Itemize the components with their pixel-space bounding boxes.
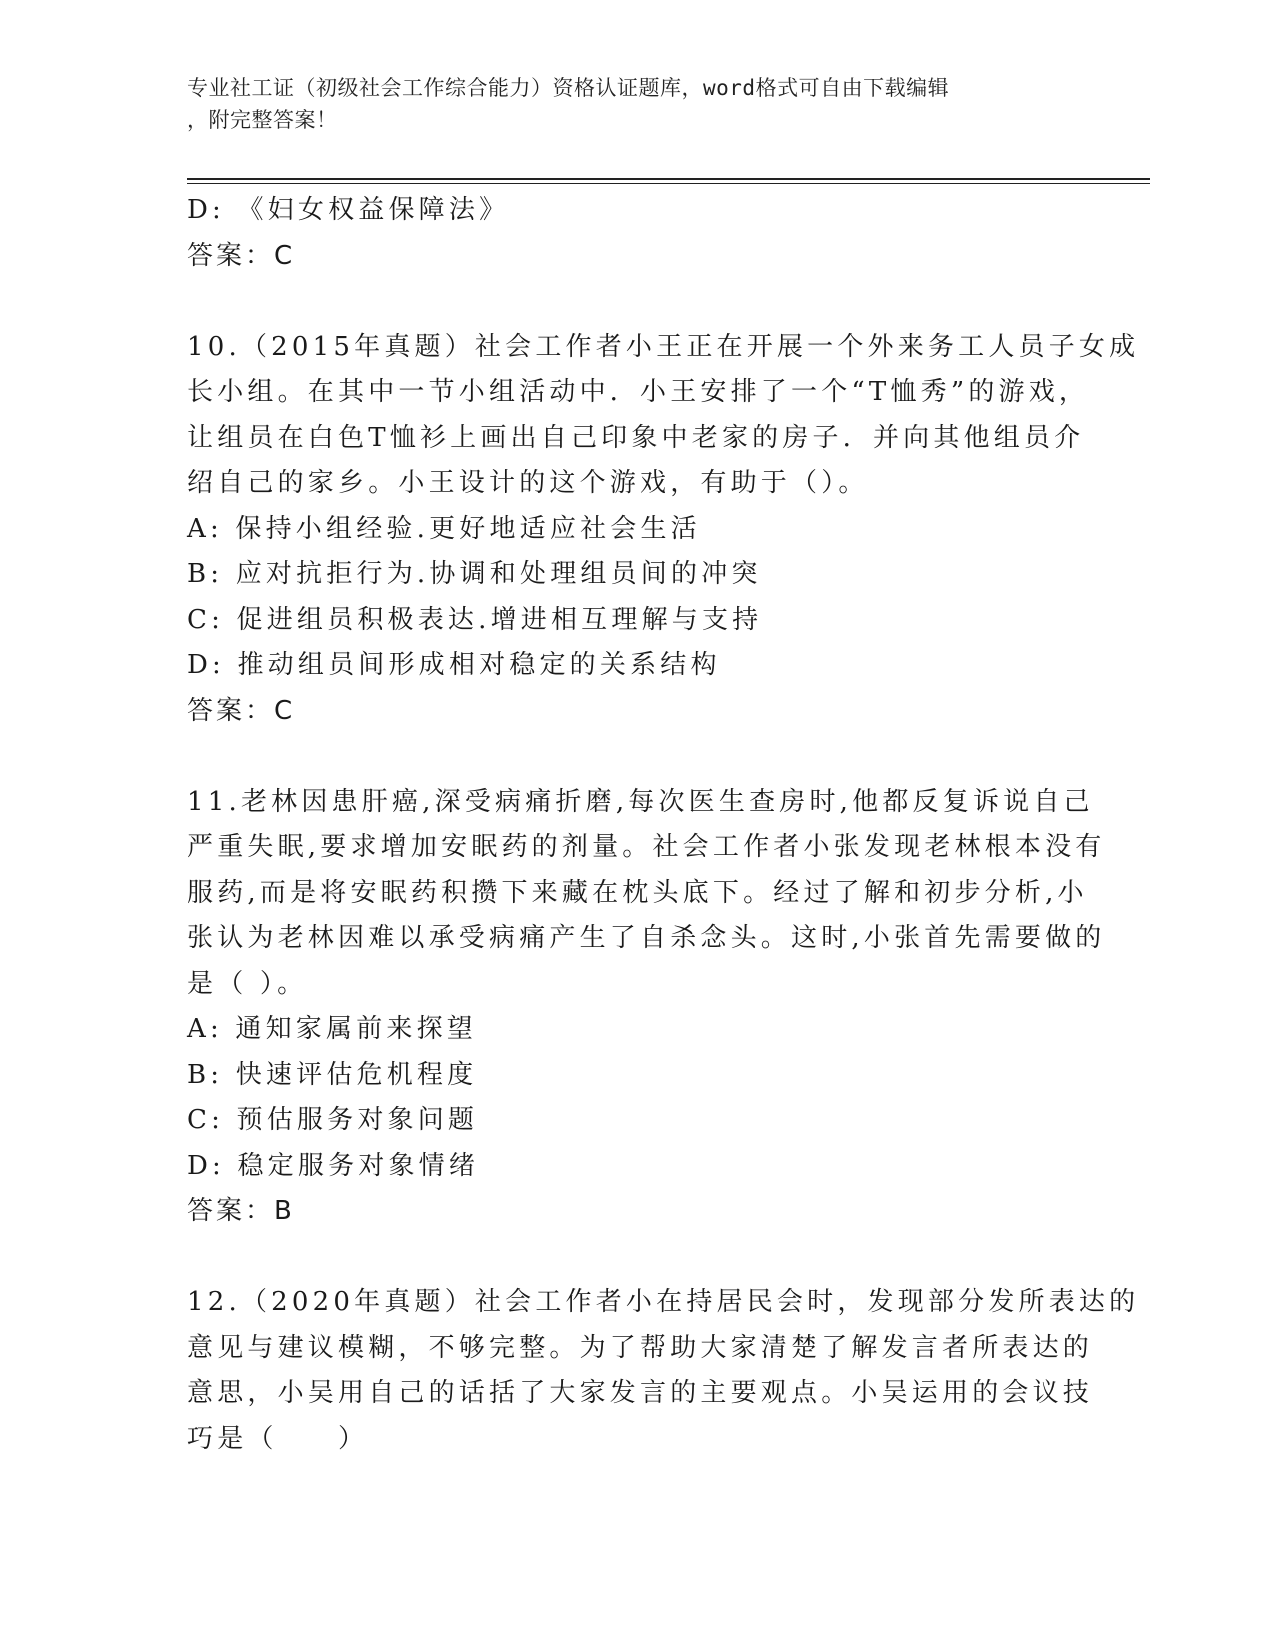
question-line: 服药,而是将安眠药积攒下来藏在枕头底下。经过了解和初步分析,小	[187, 877, 1088, 908]
header-rule-thick	[187, 178, 1150, 180]
question-line: 12.（2020年真题）社会工作者小在持居民会时，发现部分发所表达的	[187, 1287, 1140, 1317]
question-stem	[187, 780, 1106, 1008]
option-c: C: 预估服务对象问题	[187, 1105, 479, 1135]
question-line: 长小组。在其中一节小组活动中．小王安排了一个“T恤秀”的游戏，	[187, 377, 1090, 407]
option-d: D: 推动组员间形成相对稳定的关系结构	[187, 650, 721, 680]
question-line: 意思，小吴用自己的话括了大家发言的主要观点。小吴运用的会议技	[187, 1378, 1094, 1408]
question-line: 是（ ）。	[187, 968, 308, 999]
spacer	[187, 734, 1077, 780]
question-line: 11.老林因患肝癌,深受病痛折磨,每次医生查房时,他都反复诉说自己	[187, 786, 1094, 817]
option-d: D: 《妇女权益保障法》	[187, 195, 510, 225]
question-10	[187, 325, 1140, 735]
page-header	[187, 72, 1077, 136]
spacer	[187, 279, 1077, 325]
question-tail	[187, 188, 1077, 279]
answer-line: 答案：C	[187, 695, 296, 726]
question-stem	[187, 1280, 1140, 1462]
question-line: 绍自己的家乡。小王设计的这个游戏，有助于（）。	[187, 468, 869, 498]
header-line-2: ，附完整答案！	[187, 108, 338, 132]
header-rule-thin	[187, 183, 1150, 184]
question-11	[187, 780, 1106, 1235]
question-line: 张认为老林因难以承受病痛产生了自杀念头。这时,小张首先需要做的	[187, 923, 1106, 953]
question-line: 严重失眠,要求增加安眠药的剂量。社会工作者小张发现老林根本没有	[187, 832, 1106, 862]
question-line: 意见与建议模糊，不够完整。为了帮助大家清楚了解发言者所表达的	[187, 1332, 1094, 1363]
option-a: A: 通知家属前来探望	[187, 1014, 478, 1044]
question-stem	[187, 325, 1140, 507]
answer-line: 答案：C	[187, 240, 296, 271]
option-b: B: 应对抗拒行为.协调和处理组员间的冲突	[187, 559, 762, 589]
question-line: 10.（2015年真题）社会工作者小王正在开展一个外来务工人员子女成	[187, 331, 1140, 362]
header-line-1: 专业社工证（初级社会工作综合能力）资格认证题库，word格式可自由下载编辑	[187, 76, 950, 100]
question-list	[187, 188, 1140, 1462]
question-line: 让组员在白色T恤衫上画出自己印象中老家的房子．并向其他组员介	[187, 422, 1085, 453]
question-line: 巧是（ ）	[187, 1423, 369, 1454]
option-d: D: 稳定服务对象情绪	[187, 1150, 480, 1181]
option-b: B: 快速评估危机程度	[187, 1059, 478, 1090]
question-12	[187, 1280, 1140, 1462]
option-c: C: 促进组员积极表达.增进相互理解与支持	[187, 604, 763, 635]
spacer	[187, 1235, 1077, 1281]
option-a: A: 保持小组经验.更好地适应社会生活	[187, 513, 701, 544]
answer-line: 答案：B	[187, 1196, 295, 1226]
